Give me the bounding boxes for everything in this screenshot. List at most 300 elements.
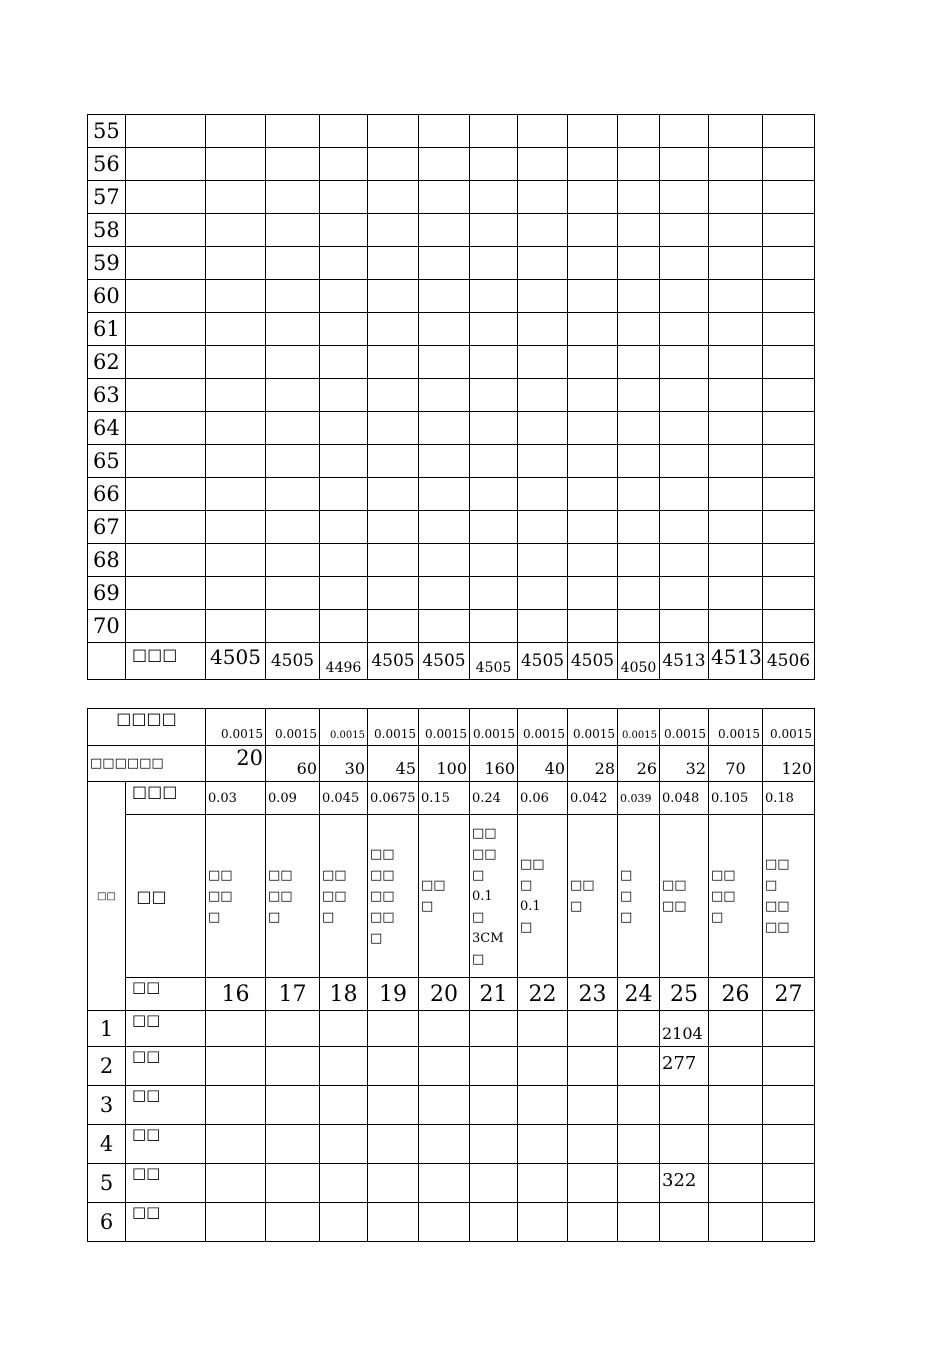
empty-cell [709,379,763,412]
empty-cell [568,280,618,313]
empty-cell [568,1164,618,1203]
col25-value: 2104 [660,1011,709,1047]
amount-value: 0.0675 [368,782,419,815]
empty-cell [763,610,815,643]
unit-price-value: 0.0015 [320,709,368,746]
column-index: 22 [518,978,568,1011]
spec-cell [266,815,320,978]
empty-cell [266,1011,320,1047]
empty-cell [763,247,815,280]
empty-cell [368,577,419,610]
empty-cell [763,445,815,478]
amount-value: 0.042 [568,782,618,815]
unit-price-value: 0.0015 [660,709,709,746]
empty-cell [568,1203,618,1242]
spec-line: □□ [268,888,293,904]
empty-cell [320,346,368,379]
empty-cell [618,478,660,511]
empty-cell [518,577,568,610]
empty-cell [568,313,618,346]
empty-cell [618,148,660,181]
empty-cell [709,148,763,181]
unit-price-value: 0.0015 [568,709,618,746]
spec-line: □ [620,888,633,904]
empty-cell [206,148,266,181]
row-number: 6 [88,1203,126,1242]
empty-cell [470,247,518,280]
empty-cell [709,181,763,214]
empty-cell [320,379,368,412]
quantity-value: 40 [518,746,568,782]
table-row [88,478,815,511]
spec-line: □ [620,867,633,883]
row-number: 70 [88,610,126,643]
empty-cell [470,445,518,478]
empty-cell [618,445,660,478]
empty-cell [709,1086,763,1125]
empty-cell [763,511,815,544]
empty-cell [518,478,568,511]
empty-cell [660,577,709,610]
spec-line: □□ [662,899,687,914]
row-number: 64 [88,412,126,445]
unit-price-value: 0.0015 [368,709,419,746]
empty-cell [206,544,266,577]
row-number: 55 [88,115,126,148]
spec-line: □ [765,878,778,893]
empty-cell [206,1203,266,1242]
row-number: 1 [88,1011,126,1047]
empty-cell [709,247,763,280]
empty-cell [206,247,266,280]
total-value: 4505 [568,643,618,680]
empty-cell [320,181,368,214]
empty-cell [660,115,709,148]
empty-cell [206,1086,266,1125]
empty-cell [266,280,320,313]
empty-cell [709,115,763,148]
empty-cell [419,544,470,577]
empty-cell [618,1011,660,1047]
spec-line: □ [208,909,221,925]
empty-cell [266,181,320,214]
empty-cell [763,1011,815,1047]
row-number: 65 [88,445,126,478]
quantity-value: 100 [419,746,470,782]
empty-cell [266,412,320,445]
amount-value: 0.03 [206,782,266,815]
empty-cell [568,1011,618,1047]
empty-cell [568,214,618,247]
empty-cell [518,1011,568,1047]
spec-line: □□ [662,878,687,893]
empty-cell [568,511,618,544]
empty-cell [320,247,368,280]
empty-cell [419,313,470,346]
spec-cell [660,815,709,978]
empty-cell [709,610,763,643]
empty-cell [618,610,660,643]
empty-cell [206,1047,266,1086]
empty-cell [660,511,709,544]
empty-cell [320,478,368,511]
empty-cell [419,379,470,412]
total-value: 4505 [206,643,266,680]
empty-cell [419,577,470,610]
empty-cell [206,1125,266,1164]
empty-cell [419,445,470,478]
empty-cell [709,313,763,346]
totals-row [88,643,815,680]
column-index: 16 [206,978,266,1011]
empty-cell [419,511,470,544]
empty-cell [368,148,419,181]
row-number: 3 [88,1086,126,1125]
empty-cell [763,1086,815,1125]
empty-cell [206,1011,266,1047]
empty-cell [470,313,518,346]
spec-line: □□ [711,867,736,883]
empty-cell [266,511,320,544]
empty-cell [709,1164,763,1203]
empty-cell [266,1125,320,1164]
empty-cell [320,280,368,313]
empty-cell [368,214,419,247]
spec-cell [568,815,618,978]
spec-line: □ [570,899,583,914]
empty-cell [518,1203,568,1242]
empty-cell [518,610,568,643]
empty-cell [618,346,660,379]
empty-cell [568,181,618,214]
empty-cell [320,1011,368,1047]
empty-cell [518,412,568,445]
empty-cell [518,1164,568,1203]
total-value: 4506 [763,643,815,680]
empty-cell [266,346,320,379]
empty-cell [206,577,266,610]
table-row [88,280,815,313]
empty-cell [320,1203,368,1242]
empty-cell [206,412,266,445]
row-number: 2 [88,1047,126,1086]
empty-cell [266,313,320,346]
row-label: □□ [126,1125,206,1164]
index-label: □□ [126,978,206,1011]
empty-cell [320,1047,368,1086]
empty-cell [320,610,368,643]
spec-cell [206,815,266,978]
empty-cell [763,115,815,148]
empty-cell [709,445,763,478]
quantity-label: □□□□□□ [88,746,206,782]
spec-line: □□ [520,857,545,872]
empty-cell [126,412,206,445]
empty-cell [763,280,815,313]
empty-cell [470,1086,518,1125]
empty-cell [266,544,320,577]
spec-line: 0.1 [472,888,493,904]
quantity-value: 30 [320,746,368,782]
amount-value: 0.18 [763,782,815,815]
empty-cell [660,412,709,445]
spec-line: □ [268,909,281,925]
column-index: 21 [470,978,518,1011]
empty-cell [763,214,815,247]
empty-cell [126,544,206,577]
empty-cell [709,1047,763,1086]
empty-cell [568,412,618,445]
unit-price-value: 0.0015 [618,709,660,746]
empty-cell [618,577,660,610]
empty-cell [419,115,470,148]
empty-cell [266,214,320,247]
spec-line: □□ [322,867,347,883]
unit-price-value: 0.0015 [518,709,568,746]
empty-cell [618,280,660,313]
empty-cell [206,610,266,643]
amount-value: 0.24 [470,782,518,815]
table-row [88,148,815,181]
total-value: 4513 [660,643,709,680]
amount-value: 0.06 [518,782,568,815]
empty-cell [266,115,320,148]
totals-label: □□□ [126,643,206,680]
spec-line: □□ [208,888,233,904]
empty-cell [206,115,266,148]
empty-cell [368,1164,419,1203]
amount-value: 0.105 [709,782,763,815]
empty-cell [88,643,126,680]
empty-cell [618,115,660,148]
spec-cell [709,815,763,978]
table-row [88,1011,815,1047]
amount-value: 0.039 [618,782,660,815]
table-row [88,313,815,346]
amount-value: 0.045 [320,782,368,815]
empty-cell [709,478,763,511]
empty-cell [320,1164,368,1203]
empty-cell [206,346,266,379]
empty-cell [709,280,763,313]
spec-line: □ [520,920,533,935]
total-value: 4513 [709,643,763,680]
empty-cell [368,280,419,313]
quantity-value: 45 [368,746,419,782]
empty-cell [470,1125,518,1164]
empty-cell [320,1086,368,1125]
amount-value: 0.048 [660,782,709,815]
empty-cell [763,478,815,511]
empty-cell [618,1047,660,1086]
row-number: 67 [88,511,126,544]
empty-cell [763,1203,815,1242]
total-value: 4505 [518,643,568,680]
empty-cell [660,445,709,478]
table-row [88,610,815,643]
empty-cell [206,214,266,247]
empty-cell [709,544,763,577]
empty-cell [618,1164,660,1203]
empty-cell [660,280,709,313]
empty-cell [518,115,568,148]
empty-cell [518,346,568,379]
empty-cell [763,544,815,577]
spec-line: □□ [370,867,395,883]
empty-cell [266,577,320,610]
table-row [88,214,815,247]
spec-line: □ [472,867,485,883]
empty-cell [660,148,709,181]
table-row [88,1125,815,1164]
empty-cell [518,1125,568,1164]
empty-cell [518,148,568,181]
spec-line: □□ [711,888,736,904]
spec-line: □□ [421,878,446,893]
spec-line: □ [520,878,533,893]
unit-price-value: 0.0015 [470,709,518,746]
empty-cell [126,181,206,214]
empty-cell [763,148,815,181]
empty-cell [368,1203,419,1242]
empty-cell [618,214,660,247]
unit-price-value: 0.0015 [763,709,815,746]
empty-cell [763,577,815,610]
empty-cell [470,544,518,577]
empty-cell [518,445,568,478]
spec-cell [419,815,470,978]
unit-price-label: □□□□ [88,709,206,746]
empty-cell [126,610,206,643]
empty-cell [568,1047,618,1086]
empty-cell [320,313,368,346]
row-number: 61 [88,313,126,346]
empty-cell [320,511,368,544]
amount-row [88,782,815,815]
column-index: 17 [266,978,320,1011]
empty-cell [568,379,618,412]
unit-price-value: 0.0015 [419,709,470,746]
empty-cell [126,148,206,181]
empty-cell [320,445,368,478]
table-row [88,379,815,412]
empty-cell [518,313,568,346]
empty-cell [419,214,470,247]
empty-cell [368,478,419,511]
quantity-value: 70 [709,746,763,782]
empty-cell [518,511,568,544]
quantity-row [88,746,815,782]
empty-cell [419,478,470,511]
empty-cell [206,280,266,313]
empty-cell [206,313,266,346]
empty-cell [568,544,618,577]
quantity-value: 120 [763,746,815,782]
spec-line: □ [322,909,335,925]
empty-cell [568,610,618,643]
empty-cell [568,1125,618,1164]
table-row [88,1047,815,1086]
empty-cell [266,478,320,511]
empty-cell [518,280,568,313]
empty-cell [518,379,568,412]
spec-line: □□ [570,878,595,893]
empty-cell [618,181,660,214]
empty-cell [266,1086,320,1125]
unit-price-value: 0.0015 [206,709,266,746]
empty-cell [419,181,470,214]
empty-cell [618,511,660,544]
empty-cell [126,478,206,511]
empty-cell [206,511,266,544]
unit-price-value: 0.0015 [266,709,320,746]
empty-cell [470,115,518,148]
row-label: □□ [126,1203,206,1242]
empty-cell [660,313,709,346]
empty-cell [568,1086,618,1125]
empty-cell [763,1164,815,1203]
empty-cell [763,1047,815,1086]
column-index: 20 [419,978,470,1011]
spec-line: □ [421,899,434,914]
empty-cell [206,445,266,478]
empty-cell [126,379,206,412]
unit-price-row [88,709,815,746]
empty-cell [470,1047,518,1086]
empty-cell [368,544,419,577]
row-number: 68 [88,544,126,577]
empty-cell [568,577,618,610]
table-row [88,346,815,379]
empty-cell [368,445,419,478]
empty-cell [368,379,419,412]
spec-line: □ [472,909,485,925]
spec-line: □□ [370,888,395,904]
empty-cell [618,412,660,445]
empty-cell [618,313,660,346]
spec-line: □□ [765,857,790,872]
empty-cell [470,280,518,313]
unit-price-value: 0.0015 [709,709,763,746]
empty-cell [618,1086,660,1125]
empty-cell [763,379,815,412]
spec-line: □ [711,909,724,925]
empty-cell [419,1164,470,1203]
total-value: 4505 [266,643,320,680]
table-row [88,445,815,478]
amount-value: 0.09 [266,782,320,815]
empty-cell [660,181,709,214]
tally-table-upper [87,114,815,680]
table-row [88,247,815,280]
empty-cell [126,115,206,148]
empty-cell [709,214,763,247]
empty-cell [126,313,206,346]
empty-cell [419,346,470,379]
quantity-value: 32 [660,746,709,782]
col25-value [660,1086,709,1125]
empty-cell [368,313,419,346]
empty-cell [709,1011,763,1047]
empty-cell [618,379,660,412]
column-index: 23 [568,978,618,1011]
row-label: □□ [126,1086,206,1125]
row-number: 4 [88,1125,126,1164]
row-number: 63 [88,379,126,412]
empty-cell [518,544,568,577]
empty-cell [518,181,568,214]
tally-table-lower [87,708,815,1242]
